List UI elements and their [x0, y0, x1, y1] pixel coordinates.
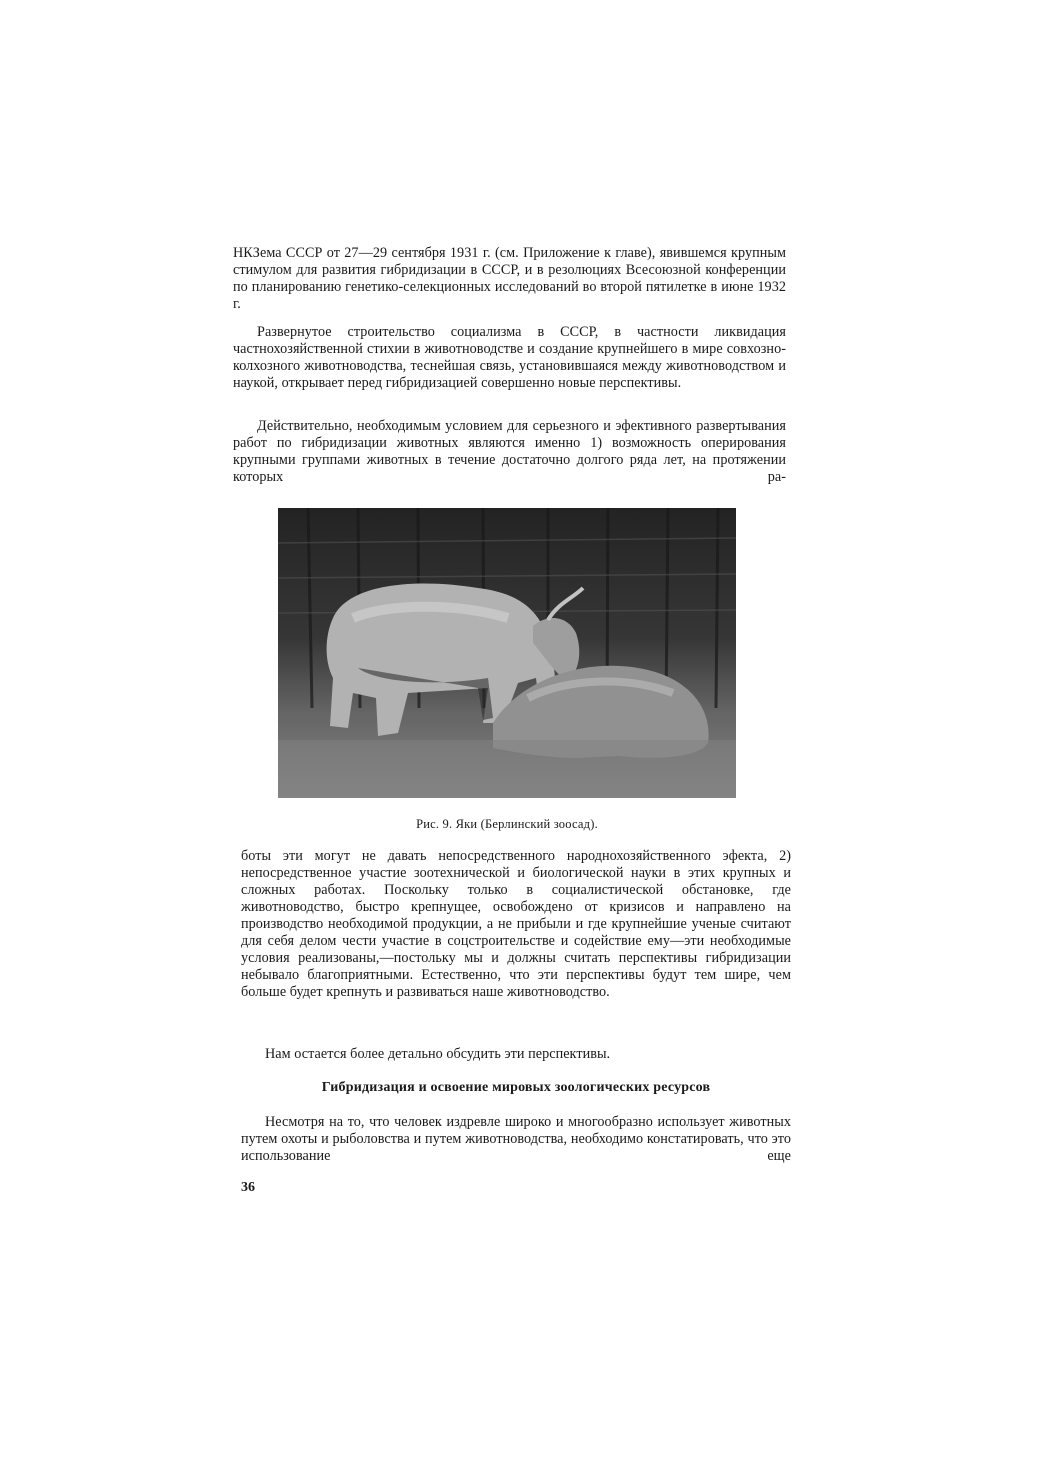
paragraph-1: НКЗема СССР от 27—29 сентября 1931 г. (см. Приложение к главе), явившемся крупным стимулом для развития гибридизации в СССР, и в резолюциях Всесоюзной конференции по планированию генетико-селекционных исследований во второй пятилетке в июне 1932 г.: [233, 245, 786, 312]
paragraph-3: Действительно, необходимым условием для серьезного и эфективного развертывания работ по гибридизации животных являются именно 1) возможность оперирования крупными группами животных в течение достаточно долгого ряда лет, на протяжении которых ра-: [233, 418, 786, 485]
yak-photo: [278, 508, 736, 798]
paragraph-4: боты эти могут не давать непосредственного народнохозяйственного эфекта, 2) непосредственное участие зоотехнической и биологической науки в этих крупных и сложных работах. Поскольку только в социалистической обстановке, где животноводство, быстро крепнущее, освобождено от кризисов и направлено на производство необходимой продукции, а не прибыли и где крупнейшие ученые считают для себя делом чести участие в соцстроительстве и содействие ему—эти необходимые условия реализованы,—постольку мы и должны считать перспективы гибридизации небывало благоприятными. Естественно, что эти перспективы будут тем шире, чем больше будет крепнуть и развиваться наше животноводство.: [241, 848, 791, 1000]
paragraph-5: Нам остается более детально обсудить эти перспективы.: [265, 1046, 611, 1062]
paragraph-6: Несмотря на то, что человек издревле широко и многообразно использует животных путем охоты и рыболовства и путем животноводства, необходимо констатировать, что это использование еще: [241, 1114, 791, 1164]
figure-caption: Рис. 9. Яки (Берлинский зоосад).: [416, 817, 598, 831]
section-heading: Гибридизация и освоение мировых зоологических ресурсов: [321, 1080, 711, 1095]
page-number: 36: [241, 1180, 255, 1195]
paragraph-2: Развернутое строительство социализма в СССР, в частности ликвидация частнохозяйственной стихии в животноводстве и создание крупнейшего в мире совхозно-колхозного животноводства, теснейшая связь, установившаяся между животноводством и наукой, открывает перед гибридизацией совершенно новые перспективы.: [233, 324, 786, 391]
